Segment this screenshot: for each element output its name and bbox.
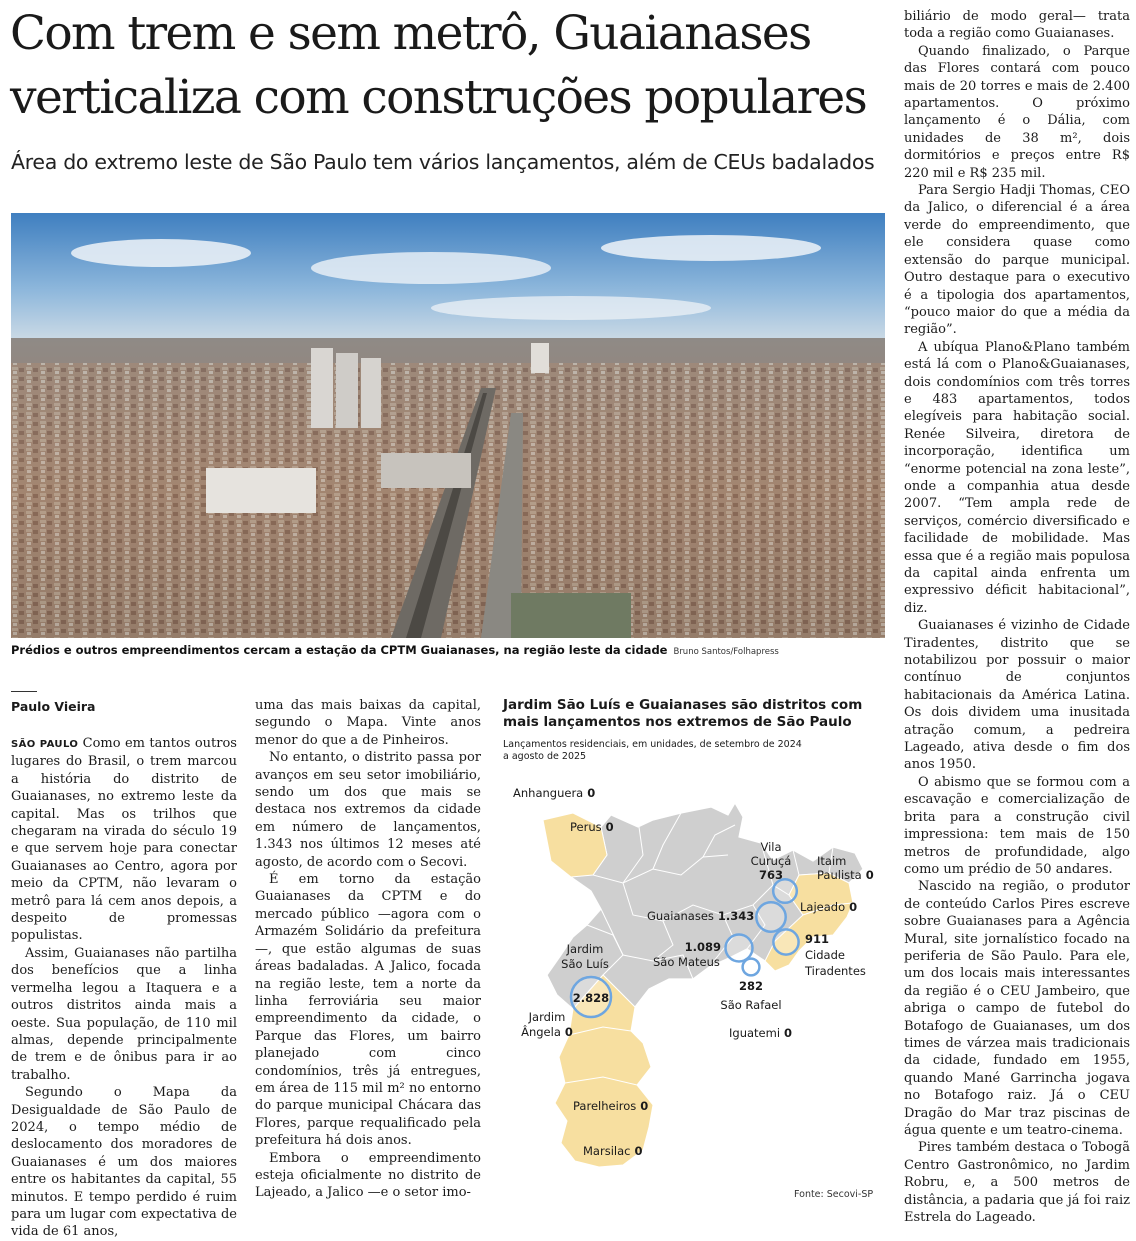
map-label-ita1: Itaim: [817, 854, 847, 868]
bubble-são-mateus: [726, 935, 753, 962]
caption-text: Prédios e outros empreendimentos cercam a estação da CPTM Guaianases, na região leste da cidade: [11, 643, 668, 657]
map-label-jsl2: São Luís: [561, 957, 609, 971]
map-label-jsl1: Jardim: [566, 942, 604, 956]
map-label-tir3: Tiradentes: [805, 964, 866, 978]
map-label-vcun: 763: [758, 868, 784, 882]
map-label-tir2: Cidade: [805, 948, 845, 962]
article-column-4: [904, 8, 1130, 1226]
article-column-1: [11, 735, 237, 1241]
byline: Paulo Vieira: [11, 699, 96, 714]
map-label-srf: São Rafael: [720, 998, 782, 1012]
article-column-2: [255, 697, 481, 1202]
headline: [10, 2, 890, 130]
headline-line-2: verticaliza com construções populares: [10, 70, 867, 125]
map-label-tir1: 911: [805, 932, 830, 946]
map-label-smt: São Mateus: [653, 955, 720, 969]
map-label-par: Parelheiros 0: [573, 1099, 649, 1113]
paragraph: Embora o empreendimento esteja oficialmente no distrito de Lajeado, a Jalico —e o setor imo-: [255, 1150, 481, 1201]
bubble-são-rafael: [743, 959, 760, 976]
map-label-smtn: 1.089: [684, 940, 721, 954]
dateline: SÃO PAULO: [11, 739, 79, 750]
graphic-subtitle: Lançamentos residenciais, em unidades, de setembro de 2024 a agosto de 2025: [503, 739, 802, 762]
photo-caption: [11, 643, 885, 657]
bubble-guaianases: [756, 902, 785, 931]
map-label-mar: Marsilac 0: [583, 1144, 643, 1158]
map-label-laj: Lajeado 0: [800, 900, 858, 914]
map-label-anh: Anhanguera 0: [513, 786, 596, 800]
map-label-vcu2: Curuçá: [750, 854, 792, 868]
paragraph: uma das mais baixas da capital, segundo o Mapa. Vinte anos menor do que a de Pinheiros.: [255, 698, 481, 748]
map-label-jan1: Jardim: [528, 1010, 566, 1024]
paragraph: É em torno da estação Guaianases da CPTM e do mercado público —agora com o Armazém Solidário da prefeitura—, que estão algumas de suas áreas badaladas. A Jalico, focada na região leste, tem a norte da linha ferroviária seu maior empreendimento da cidade, o Parque das Flores, um bairro planejado com cinco condomínios, três já entregues, em área de 115 mil m² no entorno do parque municipal Chácara das Flores, parque requalificado pela prefeitura há dois anos.: [255, 872, 481, 1149]
graphic-source: Fonte: Secovi-SP: [794, 1189, 874, 1200]
paragraph: Guaianases é vizinho de Cidade Tiradentes, distrito que se notabilizou por possuir o maior contínuo de conjuntos habitacionais da América Latina. Os dois dividem uma inusitada atração comum, a pedreira Lageado, ativa desde o fim dos anos 1950.: [904, 618, 1130, 773]
subheadline: Área do extremo leste de São Paulo tem vários lançamentos, além de CEUs badalados: [11, 150, 875, 174]
paragraph: biliário de modo geral— trata toda a região como Guaianases.: [904, 9, 1130, 42]
paragraph: Segundo o Mapa da Desigualdade de São Paulo de 2024, o tempo médio de deslocamento dos moradores de Guaianases é um dos maiores entre os habitantes da capital, 55 minutos. E tempo perdido é ruim para um lugar com expectativa de vida de 61 anos,: [11, 1085, 237, 1240]
map-label-vcu1: Vila: [760, 840, 782, 854]
bubble-vila-curuçá: [773, 879, 797, 903]
paragraph: Pires também destaca o Tobogã Centro Gastronômico, no Jardim Robru, e, a 500 metros de distância, a padaria que já foi raiz Estrela do Lageado.: [904, 1140, 1130, 1226]
district-map: [503, 765, 893, 1205]
map-label-gua: Guaianases 1.343: [647, 909, 755, 923]
paragraph: Nascido na região, o produtor de conteúdo Carlos Pires escreve sobre Guaianases para a Agência Mural, site jornalístico focado na periferia de São Paulo. Para ele, um dos locais mais interessantes da região é o CEU Jambeiro, que abriga o campo de futebol do Botafogo de Guaianases, um dos times de várzea mais tradicionais da cidade, fundado em 1955, quando Mané Garrincha jogava no Botafogo raiz. Já o CEU Dragão do Mar traz piscinas de água quente e um teatro-cinema.: [904, 879, 1130, 1138]
map-label-srfn: 282: [738, 979, 764, 993]
photo-credit: Bruno Santos/Folhapress: [673, 647, 779, 657]
paragraph: No entanto, o distrito passa por avanços em seu setor imobiliário, sendo um dos que mais se destaca nos extremos da cidade em número de lançamentos, 1.343 nos últimos 12 meses até agosto, de acordo com o Secovi.: [255, 750, 481, 870]
aerial-photo-illustration: [11, 213, 885, 638]
map-label-per: Perus 0: [570, 820, 614, 834]
map-label-igu: Iguatemi 0: [729, 1026, 793, 1040]
bubble-cidade-tiradentes: [773, 929, 798, 954]
map-label-ita2: Paulista 0: [817, 868, 874, 882]
map-label-jan2: Ângela 0: [521, 1025, 573, 1039]
headline-line-1: Com trem e sem metrô, Guaianases: [10, 6, 811, 61]
paragraph: Assim, Guaianases não partilha dos benefícios que a linha vermelha legou a Itaquera e a outros distritos ainda mais a oeste. Sua população, de 110 mil almas, depende principalmente de trem e de ônibus para ir ao trabalho.: [11, 945, 237, 1083]
paragraph: Quando finalizado, o Parque das Flores contará com pouco mais de 20 torres e mais de 2.400 apartamentos. O próximo lançamento é o Dália, com unidades de 38 m², dois dormitórios e preços entre R$ 220 mil e R$ 235 mil.: [904, 43, 1130, 181]
graphic-title: Jardim São Luís e Guaianases são distritos com mais lançamentos nos extremos de São Paulo: [503, 697, 863, 730]
paragraph: Para Sergio Hadji Thomas, CEO da Jalico, o diferencial é a área verde do empreendimento, que ele considera quase como extensão do parque municipal. Outro destaque para o executivo é a tipologia dos apartamentos, “pouco maior do que a média da região”.: [904, 183, 1130, 338]
aerial-photo: [11, 213, 885, 638]
paragraph: SÃO PAULO Como em tantos outros lugares do Brasil, o trem marcou a história do distrito de Guaianases, no extremo leste da capital. Mas os trilhos que chegaram na virada do século 19 e que servem hoje para conectar Guaianases ao Centro, agora por meio da CPTM, não levaram o metrô para lá cem anos depois, a despeito de promessas populistas.: [11, 736, 237, 944]
district-map-svg: [503, 765, 893, 1205]
byline-rule: [11, 691, 37, 692]
paragraph: A ubíqua Plano&Plano também está lá com o Plano&Guaianases, dois condomínios com três torres e 483 apartamentos, todos elegíveis para habitação social. Renée Silveira, diretora de incorporação, identifica um “enorme potencial na zona leste”, onde a companhia atua desde 2007. “Tem ampla rede de serviços, comércio diversificado e facilidade de mobilidade. Mas essa que é a região mais populosa da capital ainda enfrenta um expressivo déficit habitacional”, diz.: [904, 339, 1130, 616]
map-label-jsln: 2.828: [572, 991, 610, 1005]
paragraph: O abismo que se formou com a escavação e comercialização de brita para a construção civil impressiona: tem mais de 150 metros de profundidade, algo como um prédio de 50 andares.: [904, 774, 1130, 877]
